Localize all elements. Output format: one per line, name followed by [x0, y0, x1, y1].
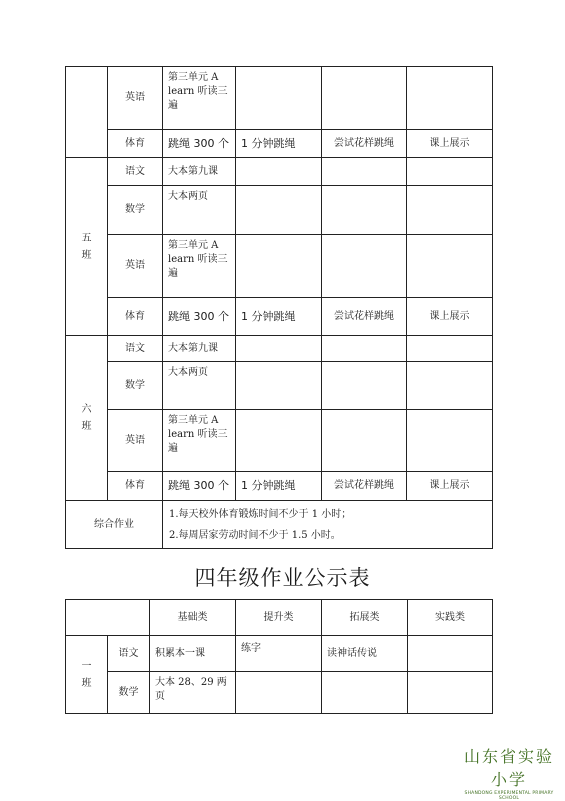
- table-row: [66, 235, 493, 298]
- logo-text: 山东省实验小学: [463, 747, 554, 789]
- class-label: 五班: [81, 232, 92, 261]
- subject-cell: 语文: [108, 158, 163, 186]
- school-logo: [461, 744, 557, 801]
- table-row: [66, 410, 493, 472]
- task-cell: 第三单元 A learn 听读三遍: [163, 67, 236, 130]
- page-title: 四年级作业公示表: [194, 566, 371, 590]
- table-row: [66, 130, 493, 158]
- subject-cell: 语文: [108, 336, 163, 362]
- table-row: [66, 336, 493, 362]
- class-cell: [66, 67, 108, 158]
- task-cell: 尝试花样跳绳: [322, 130, 407, 158]
- column-header: 提升类: [236, 600, 322, 636]
- column-header: 基础类: [150, 600, 236, 636]
- subject-cell: 英语: [108, 235, 163, 298]
- task-cell: 跳绳 300 个: [163, 130, 236, 158]
- logo-subtext: SHANDONG EXPERIMENTAL PRIMARY SCHOOL: [464, 791, 554, 801]
- task-cell: 练字: [236, 636, 322, 672]
- table-header-row: [66, 600, 493, 636]
- task-cell: 1 分钟跳绳: [236, 130, 322, 158]
- table-row: [66, 501, 493, 549]
- subject-cell: 数学: [108, 672, 150, 714]
- task-cell: 课上展示: [407, 298, 493, 336]
- subject-cell: 英语: [108, 410, 163, 472]
- class-label: 一班: [81, 660, 92, 689]
- task-cell: 第三单元 A learn 听读三遍: [163, 410, 236, 472]
- comprehensive-label: 综合作业: [66, 501, 163, 549]
- task-cell: 跳绳 300 个: [163, 472, 236, 501]
- subject-cell: 数学: [108, 186, 163, 235]
- homework-table-grade4: [65, 599, 493, 714]
- column-header: 实践类: [408, 600, 493, 636]
- column-header: 拓展类: [322, 600, 408, 636]
- task-cell: 1 分钟跳绳: [236, 472, 322, 501]
- task-cell: 课上展示: [407, 472, 493, 501]
- class-cell-1: [66, 636, 108, 714]
- table-row: [66, 362, 493, 410]
- comprehensive-notes: [163, 501, 493, 549]
- subject-cell: 体育: [108, 298, 163, 336]
- subject-cell: 语文: [108, 636, 150, 672]
- task-cell: 尝试花样跳绳: [322, 472, 407, 501]
- task-cell: 大本 28、29 两页: [150, 672, 236, 714]
- class-cell-5: [66, 158, 108, 336]
- table-row: [66, 67, 493, 130]
- table-row: [66, 298, 493, 336]
- task-cell: 大本第九课: [163, 158, 236, 186]
- subject-cell: 体育: [108, 472, 163, 501]
- table-row: [66, 636, 493, 672]
- table-row: [66, 672, 493, 714]
- task-cell: 第三单元 A learn 听读三遍: [163, 235, 236, 298]
- homework-table-grade3: [65, 66, 493, 549]
- task-cell: 课上展示: [407, 130, 493, 158]
- task-cell: 跳绳 300 个: [163, 298, 236, 336]
- task-cell: 读神话传说: [322, 636, 408, 672]
- class-label: 六班: [81, 404, 92, 432]
- task-cell: 尝试花样跳绳: [322, 298, 407, 336]
- task-cell: 积累本一课: [150, 636, 236, 672]
- task-cell: 1 分钟跳绳: [236, 298, 322, 336]
- note-line: 2.每周居家劳动时间不少于 1.5 小时。: [169, 529, 341, 541]
- subject-cell: 数学: [108, 362, 163, 410]
- table-row: [66, 186, 493, 235]
- subject-cell: 英语: [108, 67, 163, 130]
- task-cell: 大本第九课: [163, 336, 236, 362]
- task-cell: 大本两页: [163, 362, 236, 410]
- subject-cell: 体育: [108, 130, 163, 158]
- class-cell-6: [66, 336, 108, 501]
- note-line: 1.每天校外体育锻炼时间不少于 1 小时；: [169, 508, 352, 520]
- table-row: [66, 158, 493, 186]
- table-row: [66, 472, 493, 501]
- task-cell: 大本两页: [163, 186, 236, 235]
